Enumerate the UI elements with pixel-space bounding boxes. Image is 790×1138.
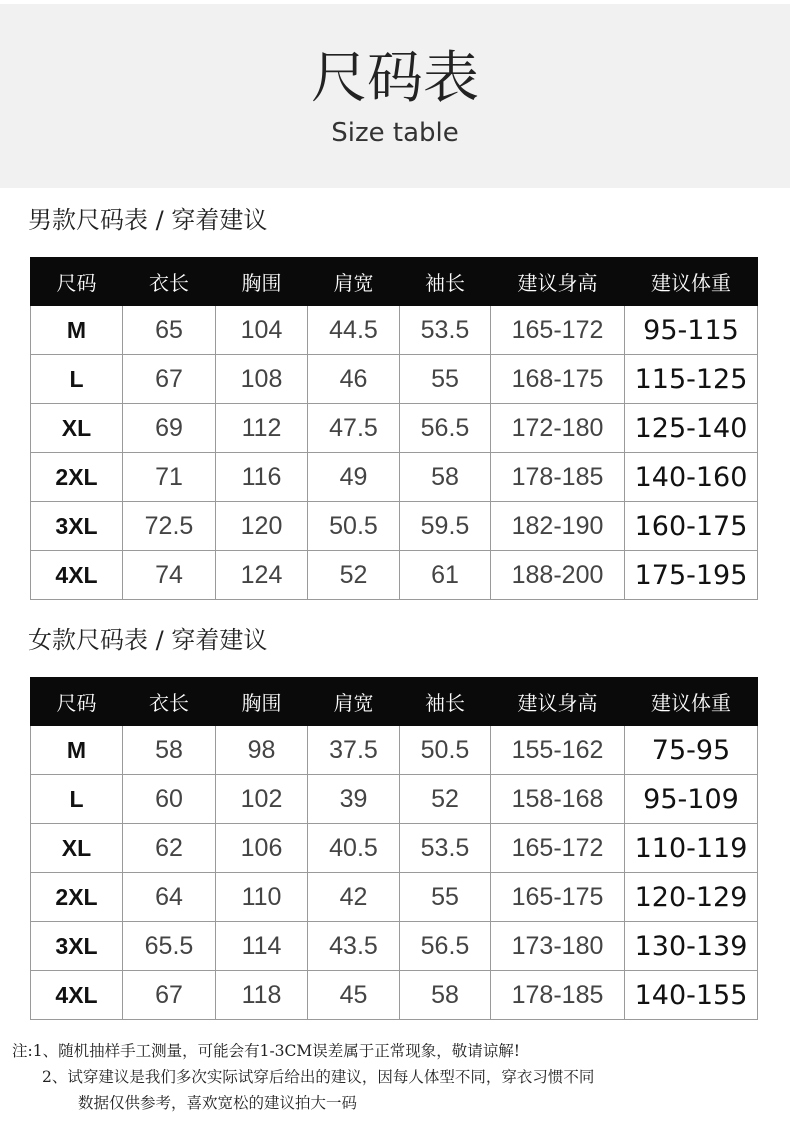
column-header-height: 建议身高	[491, 258, 625, 306]
note-line-1: 注:1、随机抽样手工测量，可能会有1-3CM误差属于正常现象，敬请谅解!	[12, 1042, 521, 1060]
shoulder-cell: 46	[308, 355, 400, 404]
weight-cell: 140-155	[625, 971, 758, 1020]
height-cell: 165-172	[491, 306, 625, 355]
chest-cell: 110	[216, 873, 308, 922]
sleeve-cell: 52	[400, 775, 491, 824]
sleeve-cell: 61	[400, 551, 491, 600]
weight-cell: 130-139	[625, 922, 758, 971]
column-header-sleeve: 袖长	[400, 258, 491, 306]
shoulder-cell: 39	[308, 775, 400, 824]
length-cell: 71	[123, 453, 216, 502]
size-cell: XL	[31, 824, 123, 873]
sleeve-cell: 53.5	[400, 306, 491, 355]
shoulder-cell: 47.5	[308, 404, 400, 453]
table-row	[31, 404, 758, 453]
column-header-shoulder: 肩宽	[308, 678, 400, 726]
column-header-size: 尺码	[31, 258, 123, 306]
sleeve-cell: 58	[400, 971, 491, 1020]
column-header-length: 衣长	[123, 678, 216, 726]
weight-cell: 140-160	[625, 453, 758, 502]
page-title: 尺码表	[311, 46, 479, 111]
size-cell: M	[31, 726, 123, 775]
height-cell: 173-180	[491, 922, 625, 971]
table-header-row	[31, 678, 758, 726]
shoulder-cell: 50.5	[308, 502, 400, 551]
length-cell: 69	[123, 404, 216, 453]
sleeve-cell: 59.5	[400, 502, 491, 551]
height-cell: 165-175	[491, 873, 625, 922]
chest-cell: 112	[216, 404, 308, 453]
shoulder-cell: 52	[308, 551, 400, 600]
table-row	[31, 922, 758, 971]
sleeve-cell: 50.5	[400, 726, 491, 775]
height-cell: 168-175	[491, 355, 625, 404]
note-line-3: 数据仅供参考，喜欢宽松的建议拍大一码	[78, 1094, 358, 1112]
sleeve-cell: 55	[400, 355, 491, 404]
length-cell: 74	[123, 551, 216, 600]
notes	[12, 1038, 782, 1116]
height-cell: 178-185	[491, 971, 625, 1020]
table-row	[31, 355, 758, 404]
sleeve-cell: 56.5	[400, 922, 491, 971]
women-size-table	[30, 677, 758, 1020]
page-subtitle: Size table	[331, 118, 459, 148]
weight-cell: 175-195	[625, 551, 758, 600]
sleeve-cell: 56.5	[400, 404, 491, 453]
size-cell: XL	[31, 404, 123, 453]
chest-cell: 106	[216, 824, 308, 873]
table-row	[31, 453, 758, 502]
shoulder-cell: 45	[308, 971, 400, 1020]
height-cell: 165-172	[491, 824, 625, 873]
length-cell: 60	[123, 775, 216, 824]
weight-cell: 160-175	[625, 502, 758, 551]
table-row	[31, 873, 758, 922]
header-band	[0, 4, 790, 188]
note-line-2: 2、试穿建议是我们多次实际试穿后给出的建议，因每人体型不同，穿衣习惯不同	[42, 1068, 595, 1086]
length-cell: 67	[123, 971, 216, 1020]
table-row	[31, 306, 758, 355]
table-row	[31, 971, 758, 1020]
shoulder-cell: 37.5	[308, 726, 400, 775]
size-cell: 4XL	[31, 551, 123, 600]
length-cell: 62	[123, 824, 216, 873]
table-row	[31, 551, 758, 600]
chest-cell: 114	[216, 922, 308, 971]
table-row	[31, 775, 758, 824]
height-cell: 188-200	[491, 551, 625, 600]
weight-cell: 95-109	[625, 775, 758, 824]
weight-cell: 95-115	[625, 306, 758, 355]
column-header-shoulder: 肩宽	[308, 258, 400, 306]
column-header-sleeve: 袖长	[400, 678, 491, 726]
table-row	[31, 824, 758, 873]
height-cell: 158-168	[491, 775, 625, 824]
weight-cell: 120-129	[625, 873, 758, 922]
height-cell: 155-162	[491, 726, 625, 775]
women-section-title: 女款尺码表 / 穿着建议	[28, 626, 268, 654]
size-cell: M	[31, 306, 123, 355]
length-cell: 58	[123, 726, 216, 775]
chest-cell: 102	[216, 775, 308, 824]
size-cell: 2XL	[31, 453, 123, 502]
length-cell: 72.5	[123, 502, 216, 551]
height-cell: 172-180	[491, 404, 625, 453]
length-cell: 65	[123, 306, 216, 355]
chest-cell: 98	[216, 726, 308, 775]
column-header-weight: 建议体重	[625, 258, 758, 306]
shoulder-cell: 49	[308, 453, 400, 502]
sleeve-cell: 53.5	[400, 824, 491, 873]
size-cell: 3XL	[31, 922, 123, 971]
column-header-weight: 建议体重	[625, 678, 758, 726]
chest-cell: 116	[216, 453, 308, 502]
shoulder-cell: 44.5	[308, 306, 400, 355]
height-cell: 178-185	[491, 453, 625, 502]
column-header-chest: 胸围	[216, 678, 308, 726]
size-cell: L	[31, 775, 123, 824]
weight-cell: 75-95	[625, 726, 758, 775]
size-cell: 3XL	[31, 502, 123, 551]
length-cell: 64	[123, 873, 216, 922]
column-header-size: 尺码	[31, 678, 123, 726]
sleeve-cell: 58	[400, 453, 491, 502]
chest-cell: 108	[216, 355, 308, 404]
size-cell: 4XL	[31, 971, 123, 1020]
shoulder-cell: 43.5	[308, 922, 400, 971]
column-header-height: 建议身高	[491, 678, 625, 726]
table-header-row	[31, 258, 758, 306]
shoulder-cell: 40.5	[308, 824, 400, 873]
length-cell: 67	[123, 355, 216, 404]
men-section-title: 男款尺码表 / 穿着建议	[28, 206, 268, 234]
men-size-table	[30, 257, 758, 600]
height-cell: 182-190	[491, 502, 625, 551]
chest-cell: 124	[216, 551, 308, 600]
weight-cell: 110-119	[625, 824, 758, 873]
shoulder-cell: 42	[308, 873, 400, 922]
sleeve-cell: 55	[400, 873, 491, 922]
weight-cell: 115-125	[625, 355, 758, 404]
chest-cell: 104	[216, 306, 308, 355]
column-header-length: 衣长	[123, 258, 216, 306]
chest-cell: 118	[216, 971, 308, 1020]
length-cell: 65.5	[123, 922, 216, 971]
chest-cell: 120	[216, 502, 308, 551]
table-row	[31, 502, 758, 551]
column-header-chest: 胸围	[216, 258, 308, 306]
weight-cell: 125-140	[625, 404, 758, 453]
size-cell: 2XL	[31, 873, 123, 922]
table-row	[31, 726, 758, 775]
size-cell: L	[31, 355, 123, 404]
